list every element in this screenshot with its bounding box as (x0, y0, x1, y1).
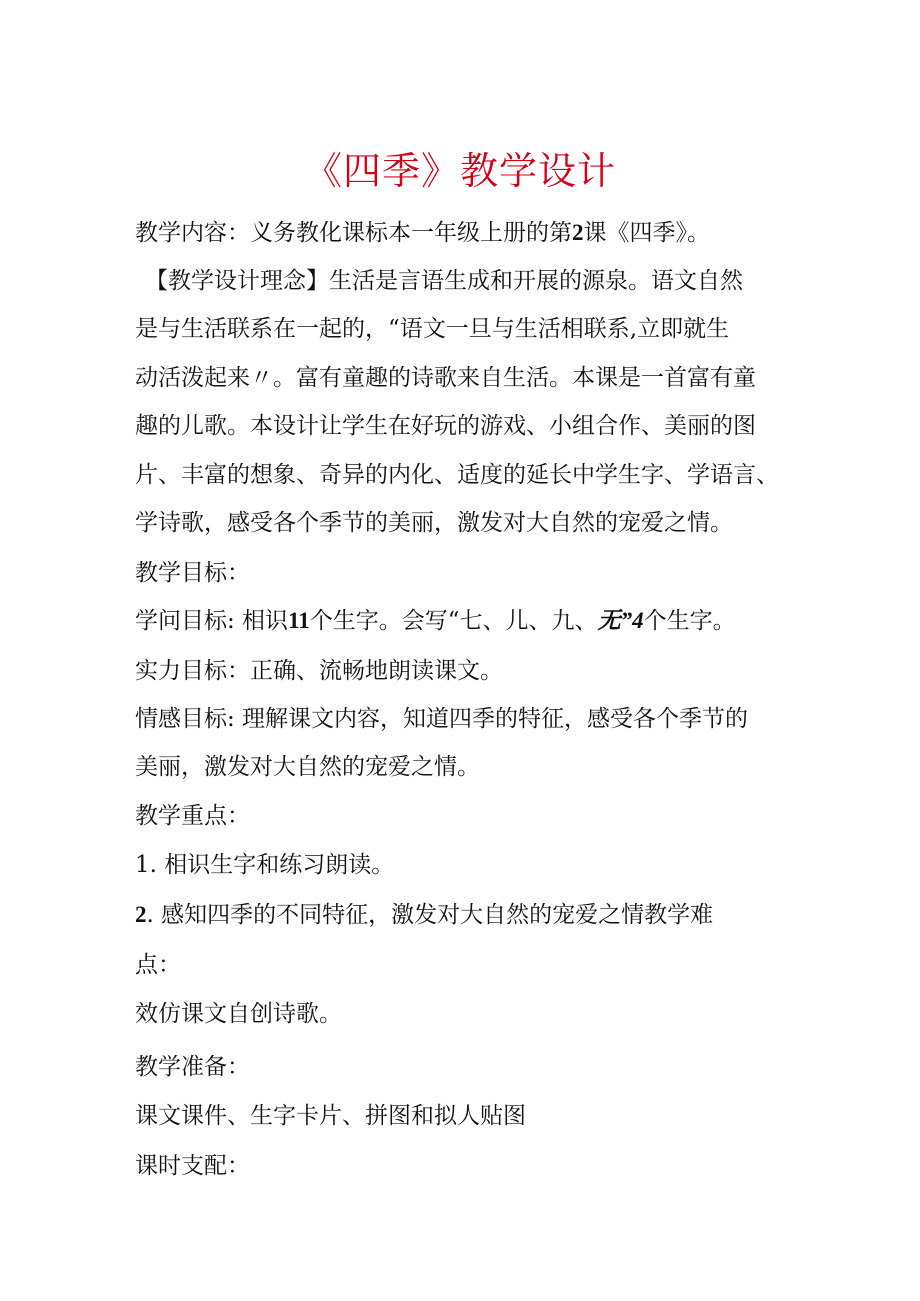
philosophy-line-3: 动活泼起来〃。富有童趣的诗歌来自生活。本课是一首富有童 (135, 365, 756, 391)
content-line (135, 218, 710, 248)
philosophy-line-2: 是与生活联系在一起的，“语文一旦与生活相联系,立即就生 (135, 316, 730, 342)
preparation-heading: 教学准备： (135, 1054, 250, 1080)
emotion-goal-2: 美丽，激发对大自然的宠爱之情。 (135, 754, 480, 780)
knowledge-goal-end: 个生字。 (643, 608, 736, 634)
philosophy-line-4: 趣的儿歌。本设计让学生在好玩的游戏、小组合作、美丽的图 (135, 413, 756, 439)
key-point-2-text: . 感知四季的不同特征，激发对大自然的宠爱之情教学难 (146, 902, 714, 928)
knowledge-goal-text: 学问目标: 相识 (135, 608, 289, 634)
char-count: 11 (288, 608, 310, 633)
key-point-1: 1. 相识生字和练习朗读。 (135, 852, 395, 878)
difficulty-text: 效仿课文自创诗歌。 (135, 1001, 342, 1027)
philosophy-line-5: 片、丰富的想象、奇异的内化、适度的延长中学生字、学语言、 (135, 462, 779, 488)
content-text-end: 课《四季》。 (583, 220, 710, 246)
philosophy-line-6: 学诗歌，感受各个季节的美丽，激发对大自然的宠爱之情。 (135, 510, 733, 536)
key-point-2-number: 2 (135, 902, 147, 927)
knowledge-goal-mid: 个生字。会写“七、儿、九、 (309, 608, 598, 634)
write-count: 无”4 (597, 608, 644, 633)
content-text: 教学内容：义务教化课标本一年级上册的第 (135, 220, 572, 246)
philosophy-line-1: 【教学设计理念】生活是言语生成和开展的源泉。语文自然 (145, 268, 743, 294)
knowledge-goal (135, 606, 736, 636)
goals-heading: 教学目标： (135, 560, 250, 586)
preparation-text: 课文课件、生字卡片、拼图和拟人贴图 (135, 1103, 526, 1129)
key-point-2 (135, 900, 713, 930)
lesson-number: 2 (572, 220, 584, 245)
difficulty-heading-tail: 点： (135, 952, 181, 978)
document-title: 《四季》教学设计 (303, 149, 616, 193)
ability-goal: 实力目标：正确、流畅地朗读课文。 (135, 658, 503, 684)
key-points-heading: 教学重点： (135, 803, 250, 829)
schedule-heading: 课时支配： (135, 1153, 250, 1179)
emotion-goal-1: 情感目标: 理解课文内容，知道四季的特征，感受各个季节的 (135, 706, 749, 732)
